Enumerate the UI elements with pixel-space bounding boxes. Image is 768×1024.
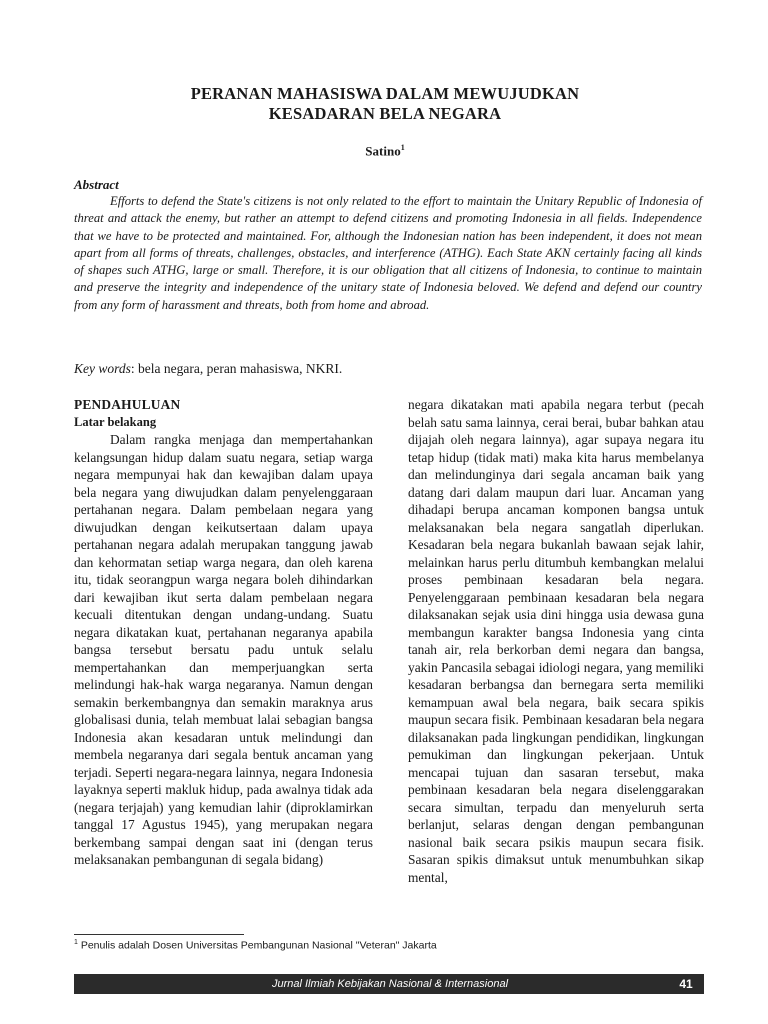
footer-journal-name: Jurnal Ilmiah Kebijakan Nasional & Internasional (271, 978, 509, 990)
page-number: 41 (679, 977, 693, 991)
author-name: Satino (365, 143, 401, 159)
keywords-label: Key words (74, 361, 131, 376)
author-line (60, 143, 710, 159)
subsection-heading: Latar belakang (74, 414, 157, 429)
right-column (408, 396, 704, 886)
footnote-text: Penulis adalah Dosen Universitas Pembangunan Nasional "Veteran" Jakarta (77, 939, 437, 952)
right-column-paragraph: negara dikatakan mati apabila negara terbut (pecah belah satu sama lainnya, cerai berai, bubar bahkan atau dijajah oleh negara lainnya), agar supaya negara itu tetap hidup (tidak mati) maka kita harus membelanya dan melindunginya dari segala ancaman baik yang datang dari dalam maupun dari luar. Ancaman yang dihadapi berupa ancaman komponen bangsa untuk melaksanakan bela negara sangatlah diperlukan. Kesadaran bela negara bukanlah bawaan sejak lahir, melainkan harus perlu ditumbuh kembangkan melalui proses pembinaan kesadaran bela negara. Penyelenggaraan pembinaan kesadaran bela negara dilaksanakan sejak usia dini hingga usia dewasa guna membangun karakter bangsa Indonesia yang cinta tanah air, rela berkorban demi negara dan bangsa, yakin Pancasila sebagai idiologi negara, yang memiliki kesadaran berbangsa dan bernegara serta memiliki kemampuan awal bela negara, baik secara spikis maupun secara fisik. Pembinaan kesadaran bela negara dilaksanakan pada lingkungan pendidikan, lingkungan pemukiman dan lingkungan pekerjaan. Untuk mencapai tujuan dan sasaran tersebut, maka pembinaan kesadaran bela negara diselenggarakan secara simultan, terpadu dan menyeluruh serta berlanjut, selaras dengan dengan pembangunan nasional baik secara psikis maupun secara fisik. Sasaran spikis dimaksut untuk menumbuhkan sikap mental, (408, 397, 704, 885)
abstract-heading: Abstract (74, 177, 119, 192)
paper-title-line-1: PERANAN MAHASISWA DALAM MEWUJUDKAN (190, 84, 580, 103)
keywords-line (74, 361, 702, 377)
footnote (74, 939, 704, 952)
left-column-paragraph: Dalam rangka menjaga dan mempertahankan kelangsungan hidup dalam suatu negara, setiap warga negara mempunyai hak dan kewajiban dalam upaya bela negara yang diwujudkan dalam penyelenggaraan pertahanan negara. Dalam pembelaan negara yang diwujudkan dengan keikutsertaan dalam upaya pertahanan negara adalah merupakan tanggung jawab dan kehormatan setiap warga negara, dan oleh karena itu, tidak seorangpun warga negara boleh dihindarkan dari kewajiban ikut serta dalam pembelaan negara kecuali ditentukan dengan undang-undang. Suatu negara dikatakan kuat, pertahanan negaranya apabila bangsa tersebut bersatu padu untuk selalu mempertahankan dan memperjuangkan serta melindungi hak-hak warga negaranya. Namun dengan semakin berkembangnya dan semakin maraknya arus globalisasi dunia, telah membuat lalai sebagian bangsa Indonesia akan kesadaran untuk melindungi dan membela negaranya dari segala bentuk ancaman yang terjadi. Seperti negara-negara lainnya, negara Indonesia layaknya seperti makluk hidup, pada awalnya tidak ada (negara terjajah) yang kemudian lahir (diproklamirkan tanggal 17 Agustus 1945), yang merupakan negara berkembang sampai dengan saat ini (dengan terus melaksanakan pembangunan di segala bidang) (74, 432, 373, 867)
author-footnote-mark: 1 (400, 143, 405, 152)
keywords-value: : bela negara, peran mahasiswa, NKRI. (130, 361, 343, 376)
section-heading: PENDAHULUAN (74, 397, 181, 412)
abstract-body: Efforts to defend the State's citizens is not only related to the effort to maintain the Unitary Republic of Indonesia of threat and attack the enemy, but rather an attempt to defend citizens and promoting Indonesia in all fields. Independence that we have to be protected and maintained. For, although the Indonesian nation has been independent, it does not mean apart from all forms of threats, challenges, obstacles, and interference (ATHG). Each State AKN certainly facing all kinds of shapes such ATHG, large or small. Therefore, it is our obligation that all citizens of Indonesia, to continue to maintain and preserve the integrity and independence of the unitary state of Indonesia beloved. We defend and defend our country from any form of harassment and threats, both from home and abroad. (74, 194, 702, 312)
footnote-divider (74, 934, 244, 935)
paper-title (60, 84, 710, 124)
left-column (74, 396, 373, 869)
paper-title-line-2: KESADARAN BELA NEGARA (268, 104, 502, 123)
footnote-mark: 1 (74, 939, 78, 946)
